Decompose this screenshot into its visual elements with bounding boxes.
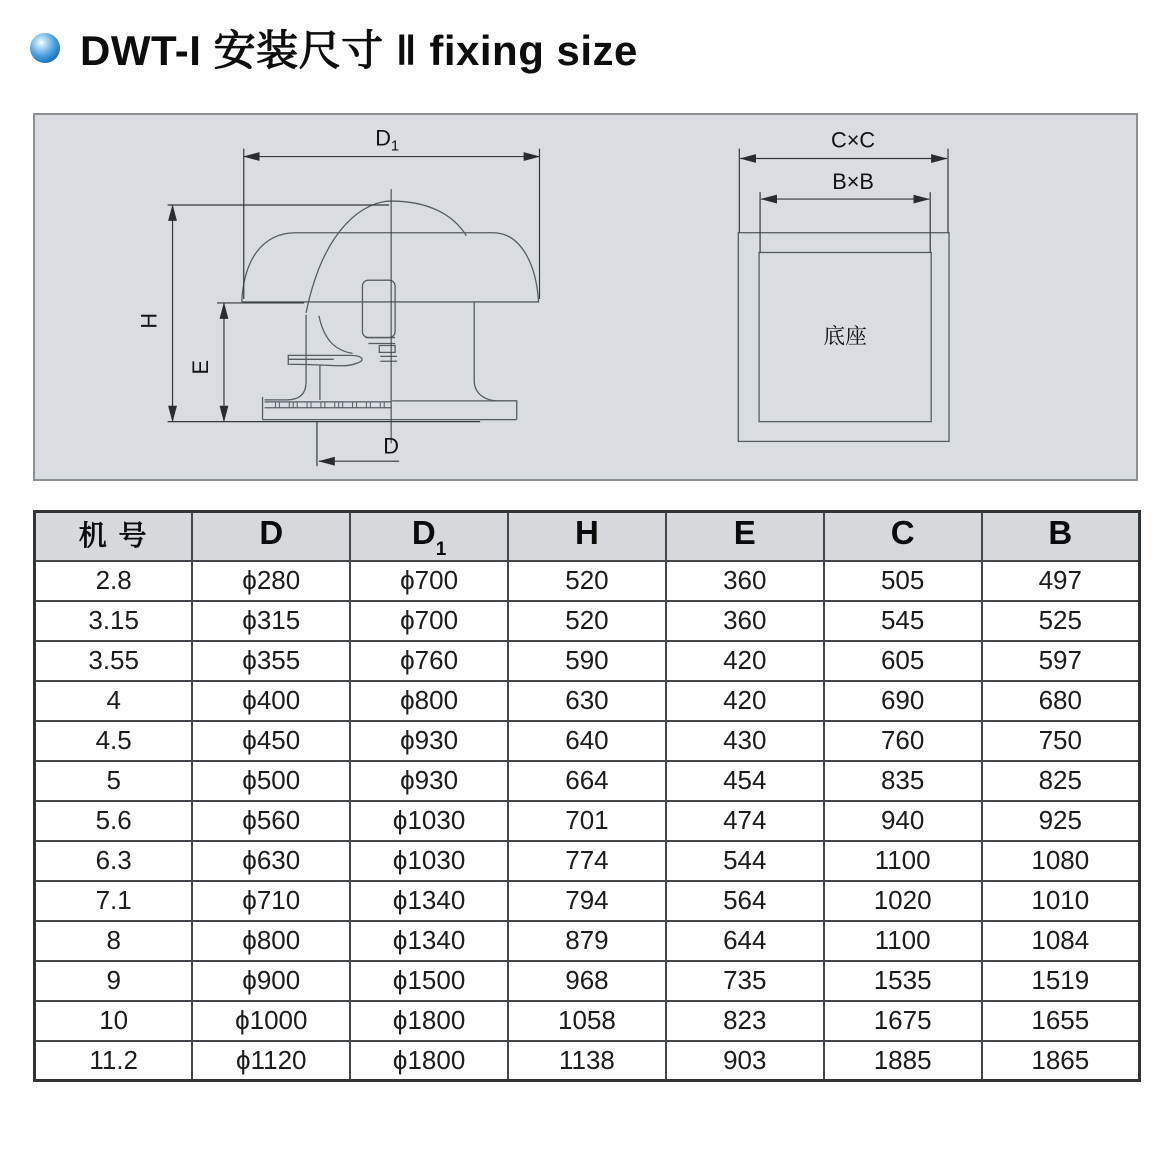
table-cell: 1100 [824,841,982,881]
table-cell: 1080 [982,841,1140,881]
table-cell: ϕ800 [192,921,350,961]
base-label: 底座 [823,323,867,349]
table-cell: ϕ315 [192,601,350,641]
table-cell: 1675 [824,1001,982,1041]
table-row [35,841,1140,881]
table-cell: 1519 [982,961,1140,1001]
table-cell: 1138 [508,1041,666,1081]
table-cell: 835 [824,761,982,801]
table-cell: 544 [666,841,824,881]
table-cell: 4.5 [35,721,193,761]
table-cell: 1058 [508,1001,666,1041]
table-cell: 360 [666,561,824,601]
table-cell: ϕ1340 [350,921,508,961]
table-row [35,681,1140,721]
col-header-model: 机 号 [35,512,193,561]
table-row [35,1041,1140,1081]
dimension-table [33,510,1141,1082]
base-hatch [275,402,384,408]
table-cell: 794 [508,881,666,921]
table-cell: ϕ1340 [350,881,508,921]
table-cell: 474 [666,801,824,841]
table-cell: ϕ900 [192,961,350,1001]
motor [362,280,395,337]
table-cell: 1010 [982,881,1140,921]
dim-label-d: D [383,433,399,459]
table-row [35,561,1140,601]
col-header-h: H [508,512,666,561]
table-cell: ϕ1030 [350,841,508,881]
motor-detail [365,338,397,362]
table-cell: 1084 [982,921,1140,961]
table-cell: ϕ700 [350,561,508,601]
dim-label-h: H [136,312,162,329]
table-cell: 760 [824,721,982,761]
table-cell: 420 [666,681,824,721]
dim-label-bxb: B×B [832,169,874,195]
table-cell: 430 [666,721,824,761]
col-header-b: B [982,512,1140,561]
table-cell: 774 [508,841,666,881]
table-cell: ϕ280 [192,561,350,601]
inlet-cone [319,316,353,354]
table-row [35,961,1140,1001]
table-cell: 7.1 [35,881,193,921]
table-cell: ϕ450 [192,721,350,761]
table-cell: 545 [824,601,982,641]
table-cell: 903 [666,1041,824,1081]
table-cell: 605 [824,641,982,681]
table-cell: 5.6 [35,801,193,841]
fan-cowl [242,233,539,302]
table-cell: ϕ560 [192,801,350,841]
impeller-blade [288,355,362,400]
pedestal-right-wall [474,302,517,420]
table-cell: ϕ1500 [350,961,508,1001]
table-cell: 420 [666,641,824,681]
table-cell: 505 [824,561,982,601]
table-cell: ϕ1800 [350,1041,508,1081]
table-row [35,721,1140,761]
table-cell: 520 [508,601,666,641]
table-cell: 497 [982,561,1140,601]
table-cell: ϕ710 [192,881,350,921]
table-cell: 750 [982,721,1140,761]
table-cell: 690 [824,681,982,721]
technical-drawing [35,115,1136,479]
table-row [35,1001,1140,1041]
dim-label-cxc: C×C [830,127,876,153]
table-cell: 525 [982,601,1140,641]
dimensions-right [739,149,948,253]
table-cell: 1655 [982,1001,1140,1041]
table-cell: 8 [35,921,193,961]
windband-left-wall [265,315,307,400]
dim-label-d1: $D_1$ [375,125,400,155]
table-cell: ϕ1030 [350,801,508,841]
table-row [35,641,1140,681]
table-cell: ϕ1800 [350,1001,508,1041]
table-cell: ϕ1000 [192,1001,350,1041]
table-cell: 11.2 [35,1041,193,1081]
table-cell: 1885 [824,1041,982,1081]
table-cell: 735 [666,961,824,1001]
table-cell: 640 [508,721,666,761]
table-cell: ϕ700 [350,601,508,641]
table-cell: 925 [982,801,1140,841]
table-cell: 5 [35,761,193,801]
table-row [35,801,1140,841]
table-header-row [35,512,1140,561]
table-cell: 825 [982,761,1140,801]
col-header-d1: $D_1$ [350,512,508,561]
table-row [35,601,1140,641]
table-cell: 4 [35,681,193,721]
table-cell: 10 [35,1001,193,1041]
table-cell: ϕ500 [192,761,350,801]
col-header-c: C [824,512,982,561]
table-cell: ϕ930 [350,721,508,761]
col-header-d: D [192,512,350,561]
fan-side-view [242,201,539,420]
table-cell: 1100 [824,921,982,961]
table-row [35,881,1140,921]
table-cell: 454 [666,761,824,801]
table-cell: ϕ630 [192,841,350,881]
bullet-icon [30,33,60,63]
table-cell: 968 [508,961,666,1001]
table-cell: 630 [508,681,666,721]
table-cell: 1020 [824,881,982,921]
page-title: DWT-I 安装尺寸 ‖ fixing size [80,27,638,74]
dim-label-e: E [188,359,214,375]
h-extension-lines [168,205,481,422]
table-cell: 590 [508,641,666,681]
table-cell: ϕ355 [192,641,350,681]
table-cell: 879 [508,921,666,961]
table-cell: 823 [666,1001,824,1041]
table-row [35,921,1140,961]
b-extension-lines [760,192,930,252]
table-cell: 360 [666,601,824,641]
table-cell: 644 [666,921,824,961]
drawing-panel [33,113,1138,481]
table-cell: 520 [508,561,666,601]
base-flange [263,397,517,420]
table-cell: 597 [982,641,1140,681]
table-cell: ϕ930 [350,761,508,801]
table-cell: ϕ800 [350,681,508,721]
table-cell: 3.15 [35,601,193,641]
table-cell: ϕ1120 [192,1041,350,1081]
dimensions-left [168,149,540,467]
table-cell: 1865 [982,1041,1140,1081]
table-cell: 6.3 [35,841,193,881]
col-header-e: E [666,512,824,561]
table-row [35,761,1140,801]
table-cell: 940 [824,801,982,841]
table-cell: 3.55 [35,641,193,681]
table-cell: 564 [666,881,824,921]
table-cell: 664 [508,761,666,801]
table-cell: 9 [35,961,193,1001]
table-cell: 1535 [824,961,982,1001]
fan-dome [306,201,466,313]
table-cell: ϕ400 [192,681,350,721]
table-cell: ϕ760 [350,641,508,681]
table-cell: 2.8 [35,561,193,601]
table-cell: 701 [508,801,666,841]
table-cell: 680 [982,681,1140,721]
